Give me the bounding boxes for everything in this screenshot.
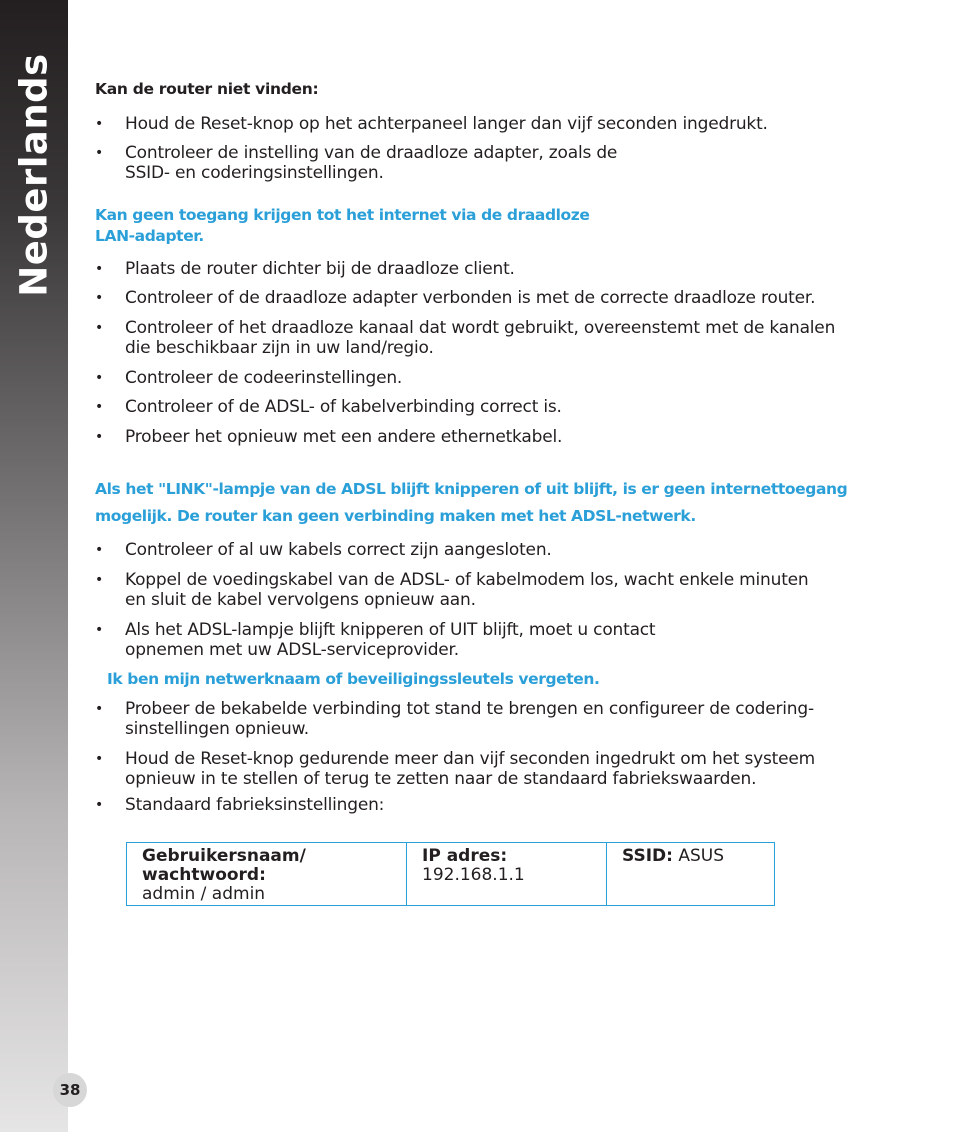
list-item: • Plaats de router dichter bij de draadloze client.: [95, 259, 875, 280]
default-settings-table: [126, 842, 775, 906]
forgot-network-list: [95, 699, 875, 816]
table-cell-ssid: [607, 843, 775, 906]
username-password-value: admin / admin: [142, 884, 266, 904]
list-item: • Probeer het opnieuw met een andere ethernetkabel.: [95, 427, 875, 448]
ip-address-value: 192.168.1.1: [422, 865, 525, 885]
list-item: • Controleer de instelling van de draadloze adapter, zoals de SSID- en coderingsinstellingen.: [95, 143, 875, 184]
list-item: • Als het ADSL-lampje blijft knipperen of UIT blijft, moet u contact opnemen met uw ADSL-serviceprovider.: [95, 620, 875, 661]
heading-router-not-found: Kan de router niet vinden:: [95, 80, 319, 98]
heading-adsl-link-blinking: Als het "LINK"-lampje van de ADSL blijft knipperen of uit blijft, is er geen internettoegang mogelijk. De router kan geen verbinding maken met het ADSL-netwerk.: [95, 480, 848, 525]
table-row: [127, 843, 775, 906]
list-item: • Controleer de codeerinstellingen.: [95, 368, 875, 389]
language-title: Nederlands: [12, 53, 56, 297]
router-not-found-list: [95, 114, 875, 184]
ssid-label: SSID:: [622, 846, 673, 866]
troubleshooting-content: [95, 78, 875, 815]
list-item: • Standaard fabrieksinstellingen:: [95, 795, 875, 816]
table-cell-credentials: [127, 843, 407, 906]
ssid-value: ASUS: [678, 846, 725, 866]
list-item: • Houd de Reset-knop op het achterpaneel langer dan vijf seconden ingedrukt.: [95, 114, 875, 135]
list-item: • Controleer of de ADSL- of kabelverbinding correct is.: [95, 397, 875, 418]
table-cell-ip: [407, 843, 607, 906]
ip-address-label: IP adres:: [422, 846, 508, 866]
adsl-link-list: [95, 540, 875, 661]
language-sidebar: [0, 0, 68, 1132]
list-item: • Controleer of de draadloze adapter verbonden is met de correcte draadloze router.: [95, 288, 875, 309]
list-item: • Controleer of het draadloze kanaal dat wordt gebruikt, overeenstemt met de kanalen die beschikbaar zijn in uw land/regio.: [95, 318, 875, 359]
heading-forgot-network-name: Ik ben mijn netwerknaam of beveiligingssleutels vergeten.: [107, 669, 600, 688]
username-password-label: Gebruikersnaam/ wachtwoord:: [142, 846, 306, 885]
list-item: • Probeer de bekabelde verbinding tot stand te brengen en configureer de codering- sinstellingen opnieuw.: [95, 699, 875, 740]
list-item: • Koppel de voedingskabel van de ADSL- of kabelmodem los, wacht enkele minuten en sluit de kabel vervolgens opnieuw aan.: [95, 570, 875, 611]
list-item: • Houd de Reset-knop gedurende meer dan vijf seconden ingedrukt om het systeem opnieuw in te stellen of terug te zetten naar de standaard fabriekswaarden.: [95, 749, 875, 790]
no-internet-wireless-list: [95, 259, 875, 448]
list-item: • Controleer of al uw kabels correct zijn aangesloten.: [95, 540, 875, 561]
heading-no-internet-wireless: Kan geen toegang krijgen tot het internet via de draadloze LAN-adapter.: [95, 205, 590, 245]
page-number: 38: [53, 1073, 87, 1107]
